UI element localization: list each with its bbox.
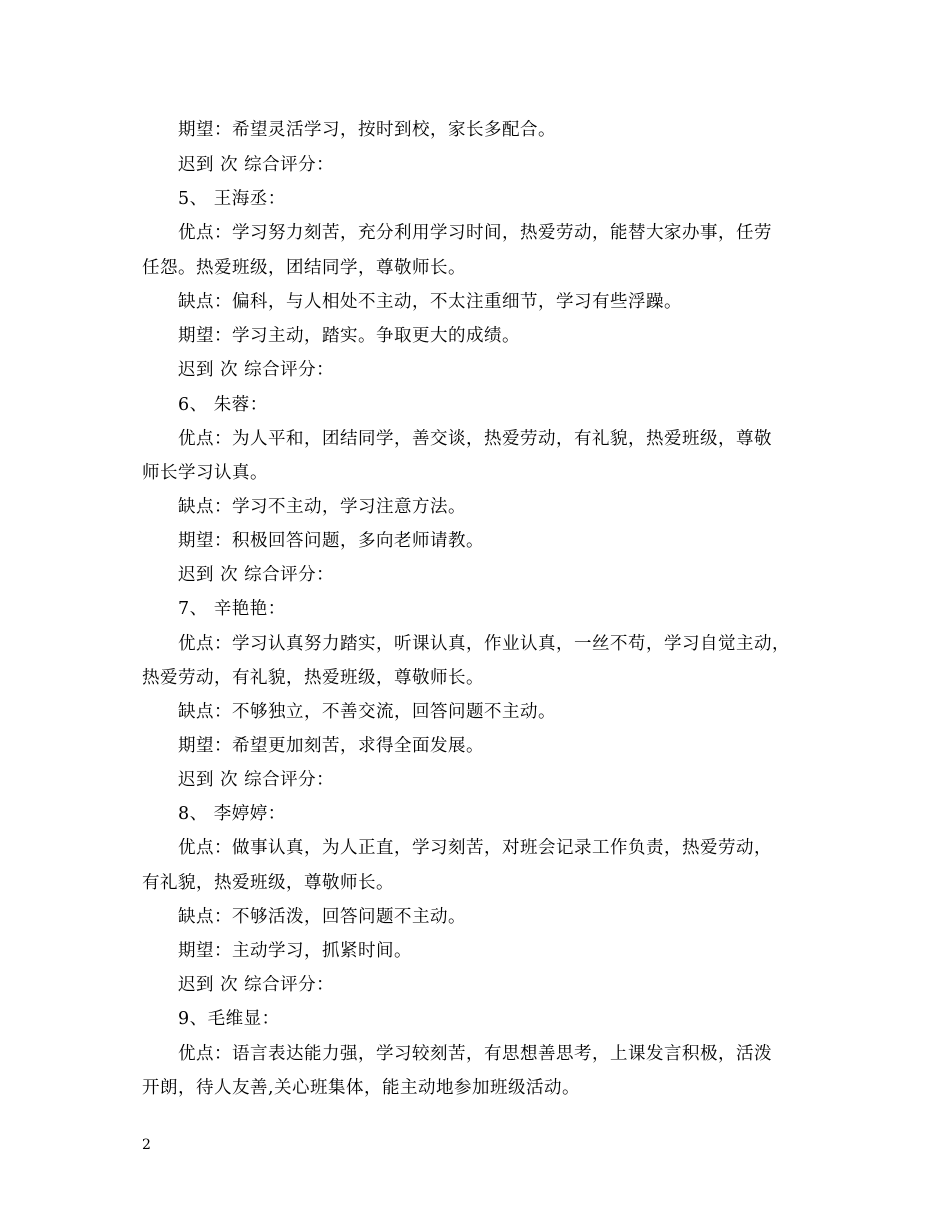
text-line: 热爱劳动，有礼貌，热爱班级，尊敬师长。 — [142, 668, 484, 688]
text-line: 优点：学习努力刻苦，充分利用学习时间，热爱劳动，能替大家办事，任劳 — [178, 223, 772, 243]
text-line: 任怨。热爱班级，团结同学，尊敬师长。 — [142, 258, 466, 278]
text-line: 期望：学习主动，踏实。争取更大的成绩。 — [178, 326, 520, 346]
text-line: 缺点：偏科，与人相处不主动，不太注重细节，学习有些浮躁。 — [178, 292, 682, 312]
text-line: 迟到 次 综合评分： — [178, 770, 335, 790]
text-line: 迟到 次 综合评分： — [178, 360, 335, 380]
text-line: 期望：主动学习，抓紧时间。 — [178, 941, 412, 961]
text-line: 期望：希望灵活学习，按时到校，家长多配合。 — [178, 120, 556, 140]
text-line: 缺点：学习不主动，学习注意方法。 — [178, 497, 466, 517]
text-line: 迟到 次 综合评分： — [178, 155, 335, 175]
text-line: 8、 李婷婷： — [178, 804, 286, 824]
text-line: 6、 朱蓉： — [178, 395, 268, 415]
text-line: 迟到 次 综合评分： — [178, 975, 335, 995]
text-line: 缺点：不够活泼，回答问题不主动。 — [178, 907, 466, 927]
text-line: 迟到 次 综合评分： — [178, 565, 335, 585]
text-line: 期望：希望更加刻苦，求得全面发展。 — [178, 736, 484, 756]
text-line: 优点：做事认真，为人正直，学习刻苦，对班会记录工作负责，热爱劳动， — [178, 838, 772, 858]
text-line: 师长学习认真。 — [142, 463, 268, 483]
text-line: 期望：积极回答问题，多向老师请教。 — [178, 531, 484, 551]
text-line: 缺点：不够独立，不善交流，回答问题不主动。 — [178, 702, 556, 722]
text-line: 7、 辛艳艳： — [178, 599, 286, 619]
text-line: 开朗，待人友善,关心班集体，能主动地参加班级活动。 — [142, 1078, 581, 1098]
page-number: 2 — [142, 1137, 151, 1153]
text-line: 优点：学习认真努力踏实，听课认真，作业认真，一丝不苟，学习自觉主动， — [178, 634, 790, 654]
text-line: 9、毛维显： — [178, 1009, 280, 1029]
text-line: 优点：语言表达能力强，学习较刻苦，有思想善思考，上课发言积极，活泼 — [178, 1044, 772, 1064]
text-line: 优点：为人平和，团结同学，善交谈，热爱劳动，有礼貌，热爱班级，尊敬 — [178, 429, 772, 449]
text-line: 5、 王海丞： — [178, 189, 286, 209]
text-line: 有礼貌，热爱班级，尊敬师长。 — [142, 873, 394, 893]
